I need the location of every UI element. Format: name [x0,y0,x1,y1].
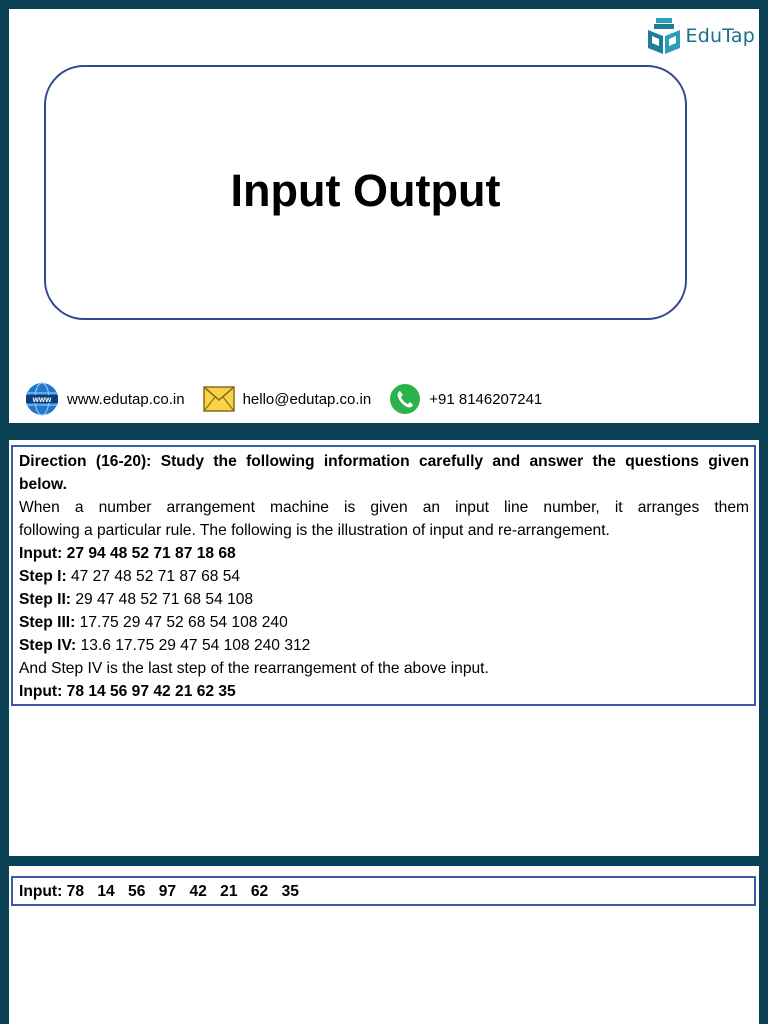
direction-heading: Direction (16-20): Study the following information carefully and answer the questions given [19,453,749,470]
step-value: 47 27 48 52 71 87 68 54 [71,568,241,585]
email-contact[interactable] [203,386,372,412]
input-number: 42 [189,883,207,900]
given-input-value: 78 14 56 97 42 21 62 35 [66,683,236,700]
phone-number: +91 8146207241 [429,390,543,408]
step-label: Step III: [19,614,76,631]
question-box [11,445,756,706]
step-row [19,565,749,588]
input-box [11,876,756,906]
title-slide [9,9,759,423]
step-value: 29 47 48 52 71 68 54 108 [75,591,254,608]
input-number: 62 [250,883,269,900]
phone-icon [389,383,421,415]
input-number: 78 [66,883,84,900]
input-slide [9,866,759,1024]
book-hands-icon [646,16,682,56]
step-row [19,634,749,657]
input-number: 56 [128,883,146,900]
step-row [19,611,749,634]
step-value: 13.6 17.75 29 47 54 108 240 312 [80,637,311,654]
input-number: 21 [220,883,238,900]
step-label: Step I: [19,568,67,585]
step-value: 17.75 29 47 52 68 54 108 240 [79,614,288,631]
input-number: 14 [97,883,115,900]
globe-icon [25,382,59,416]
input-label: Input: [19,883,63,900]
website-link[interactable]: www.edutap.co.in [67,390,185,408]
input-label: Input: [19,545,63,562]
step-label: Step IV: [19,637,77,654]
edutap-logo[interactable] [646,16,755,56]
email-link[interactable]: hello@edutap.co.in [242,390,372,408]
title-box [44,65,687,320]
website-contact[interactable] [25,382,185,416]
given-input-label: Input: [19,683,63,700]
input-number: 97 [158,883,177,900]
contact-bar [25,382,542,416]
input-value: 27 94 48 52 71 87 18 68 [66,545,236,562]
step-label: Step II: [19,591,71,608]
globe-label: www [32,395,52,404]
step-row [19,588,749,611]
directions-slide [9,440,759,856]
logo-text: EduTap [685,25,755,47]
phone-contact[interactable] [389,383,542,415]
page-title: Input Output [230,164,501,216]
envelope-icon [203,386,235,412]
paragraph-line-1: When a number arrangement machine is given an input line number, it arranges them [19,499,749,516]
input-number: 35 [281,883,299,900]
input-numbers [67,883,308,900]
paragraph-line-2: following a particular rule. The following is the illustration of input and re-arrangement. [19,522,610,539]
given-input-row [19,680,749,703]
last-step-note: And Step IV is the last step of the rearrangement of the above input. [19,660,489,677]
direction-heading-end: below. [19,476,67,493]
sample-input-row [19,542,749,565]
